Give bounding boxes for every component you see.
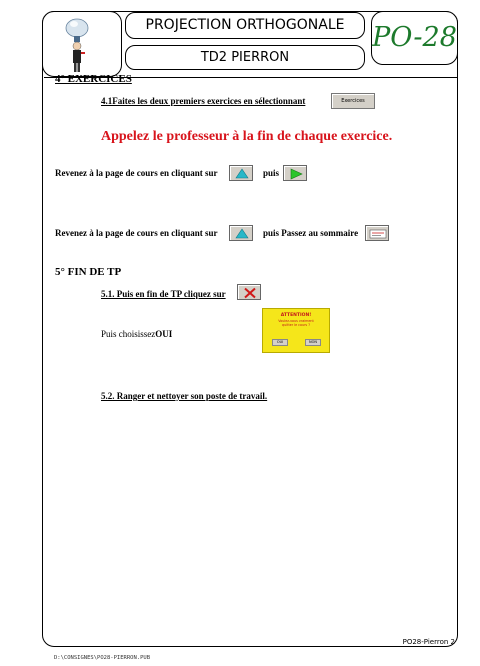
then-label-1: puis [263, 168, 280, 178]
summary-instruction: puis Passez au sommaire [263, 228, 359, 238]
section-4-heading: 4° EXERCICES [55, 73, 132, 85]
return-instruction-2: Revenez à la page de cours en cliquant sur [55, 228, 218, 238]
call-professor-text: Appelez le professeur à la fin de chaque exercice. [101, 129, 393, 144]
page-subtitle: TD2 PIERRON [125, 45, 365, 70]
quit-confirmation-dialog [262, 308, 330, 353]
next-button[interactable] [283, 165, 307, 181]
close-icon [238, 285, 262, 301]
dialog-no-button[interactable]: NON [305, 339, 321, 346]
return-up-button-1[interactable] [229, 165, 253, 181]
page-title: PROJECTION ORTHOGONALE [125, 12, 365, 39]
quit-button[interactable] [237, 284, 261, 300]
up-arrow-icon [230, 166, 254, 182]
end-tp-instruction: 5.1. Puis en fin de TP cliquez sur [101, 289, 226, 299]
up-arrow-icon [230, 226, 254, 242]
section-5-heading: 5° FIN DE TP [55, 266, 122, 278]
cleanup-instruction: 5.2. Ranger et nettoyer son poste de travail. [101, 391, 268, 401]
exercices-button[interactable]: Exercices [331, 93, 375, 109]
play-arrow-icon [284, 166, 308, 182]
summary-button[interactable] [365, 225, 389, 241]
dialog-title: ATTENTION! [280, 313, 312, 318]
dialog-yes-button[interactable]: OUI [272, 339, 288, 346]
return-up-button-2[interactable] [229, 225, 253, 241]
exercise-instruction: 4.1Faites les deux premiers exercices en sélectionnant [101, 96, 306, 106]
logo [42, 11, 122, 77]
choose-prefix: Puis choisissez [101, 329, 156, 339]
file-path: D:\CONSIGNES\PO28-PIERRON.PUB [54, 655, 151, 661]
summary-icon [366, 226, 390, 242]
document-code: PO-28 [371, 11, 458, 65]
choose-value: OUI [155, 329, 173, 339]
return-instruction-1: Revenez à la page de cours en cliquant sur [55, 168, 218, 178]
page-footer: PO28-Pierron 2 [402, 638, 455, 646]
dialog-message: Voulez-vous vraiment quitter le cours ? [278, 319, 314, 327]
choose-instruction [101, 329, 172, 339]
